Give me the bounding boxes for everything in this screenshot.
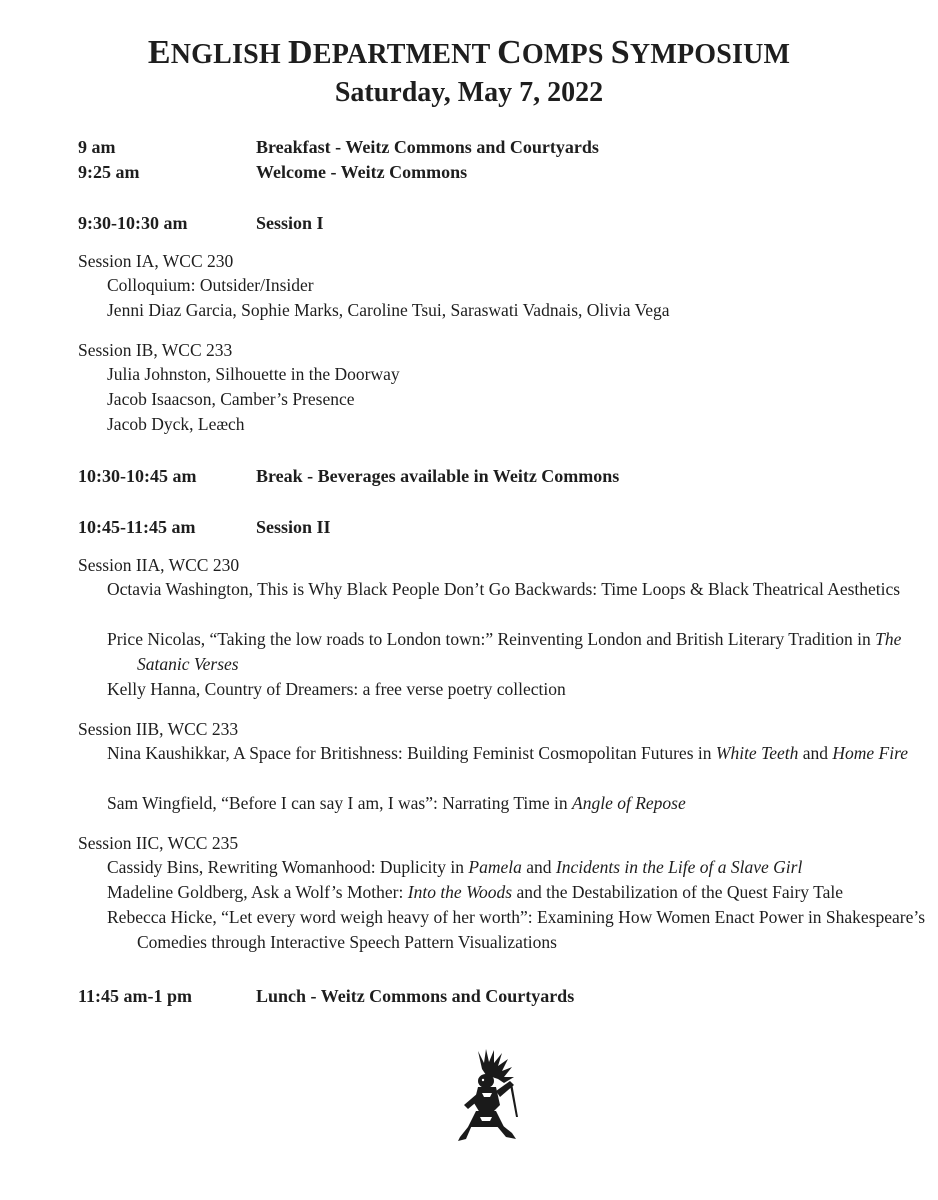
session-ib-item: Jacob Dyck, Leæch	[107, 414, 245, 434]
schedule-time: 9:30-10:30 am	[78, 213, 188, 233]
session-iib-item: Nina Kaushikkar, A Space for Britishness: Building Feminist Cosmopolitan Futures in White Teeth and Home Fire	[107, 743, 909, 763]
event-date: Saturday, May 7, 2022	[334, 77, 604, 108]
session-ib-item: Jacob Isaacson, Camber’s Presence	[107, 389, 355, 409]
session-iib-heading: Session IIB, WCC 233	[78, 719, 239, 739]
schedule-event: Session I	[256, 213, 324, 233]
schedule-time: 10:45-11:45 am	[78, 517, 196, 537]
schedule-time: 10:30-10:45 am	[78, 466, 197, 486]
session-iia-item: Octavia Washington, This is Why Black People Don’t Go Backwards: Time Loops & Black Theatrical Aesthetics	[107, 579, 901, 599]
session-iic-item: Madeline Goldberg, Ask a Wolf’s Mother: Into the Woods and the Destabilization of the Quest Fairy Tale	[107, 882, 843, 902]
schedule-event: Breakfast - Weitz Commons and Courtyards	[256, 137, 599, 157]
dancing-figure-icon	[452, 1047, 524, 1145]
schedule-event: Break - Beverages available in Weitz Commons	[256, 466, 620, 486]
session-ib-heading: Session IB, WCC 233	[78, 340, 233, 360]
session-iib-item: Sam Wingfield, “Before I can say I am, I was”: Narrating Time in Angle of Repose	[107, 793, 686, 813]
schedule-event: Lunch - Weitz Commons and Courtyards	[256, 986, 575, 1006]
schedule-event: Session II	[256, 517, 331, 537]
session-iia-item: Price Nicolas, “Taking the low roads to London town:” Reinventing London and British Literary Tradition in The Satanic Verses	[107, 629, 902, 674]
session-ia-item: Jenni Diaz Garcia, Sophie Marks, Caroline Tsui, Saraswati Vadnais, Olivia Vega	[107, 300, 670, 320]
session-iic-item: Rebecca Hicke, “Let every word weigh heavy of her worth”: Examining How Women Enact Power in Shakespeare’s Comedies through Interactive Speech Pattern Visualizations	[107, 907, 926, 952]
session-iia-heading: Session IIA, WCC 230	[78, 555, 240, 575]
session-iic-item: Cassidy Bins, Rewriting Womanhood: Duplicity in Pamela and Incidents in the Life of a Slave Girl	[107, 857, 803, 877]
session-ia-item: Colloquium: Outsider/Insider	[107, 275, 314, 295]
schedule-time: 9 am	[78, 137, 116, 157]
schedule-time: 11:45 am-1 pm	[78, 986, 192, 1006]
session-ia-heading: Session IA, WCC 230	[78, 251, 234, 271]
schedule-event: Welcome - Weitz Commons	[256, 162, 468, 182]
session-iic-heading: Session IIC, WCC 235	[78, 833, 239, 853]
session-iia-item: Kelly Hanna, Country of Dreamers: a free verse poetry collection	[107, 679, 566, 699]
page-title: ENGLISH DEPARTMENT COMPS SYMPOSIUM	[147, 34, 791, 71]
session-ib-item: Julia Johnston, Silhouette in the Doorway	[107, 364, 400, 384]
schedule-time: 9:25 am	[78, 162, 140, 182]
